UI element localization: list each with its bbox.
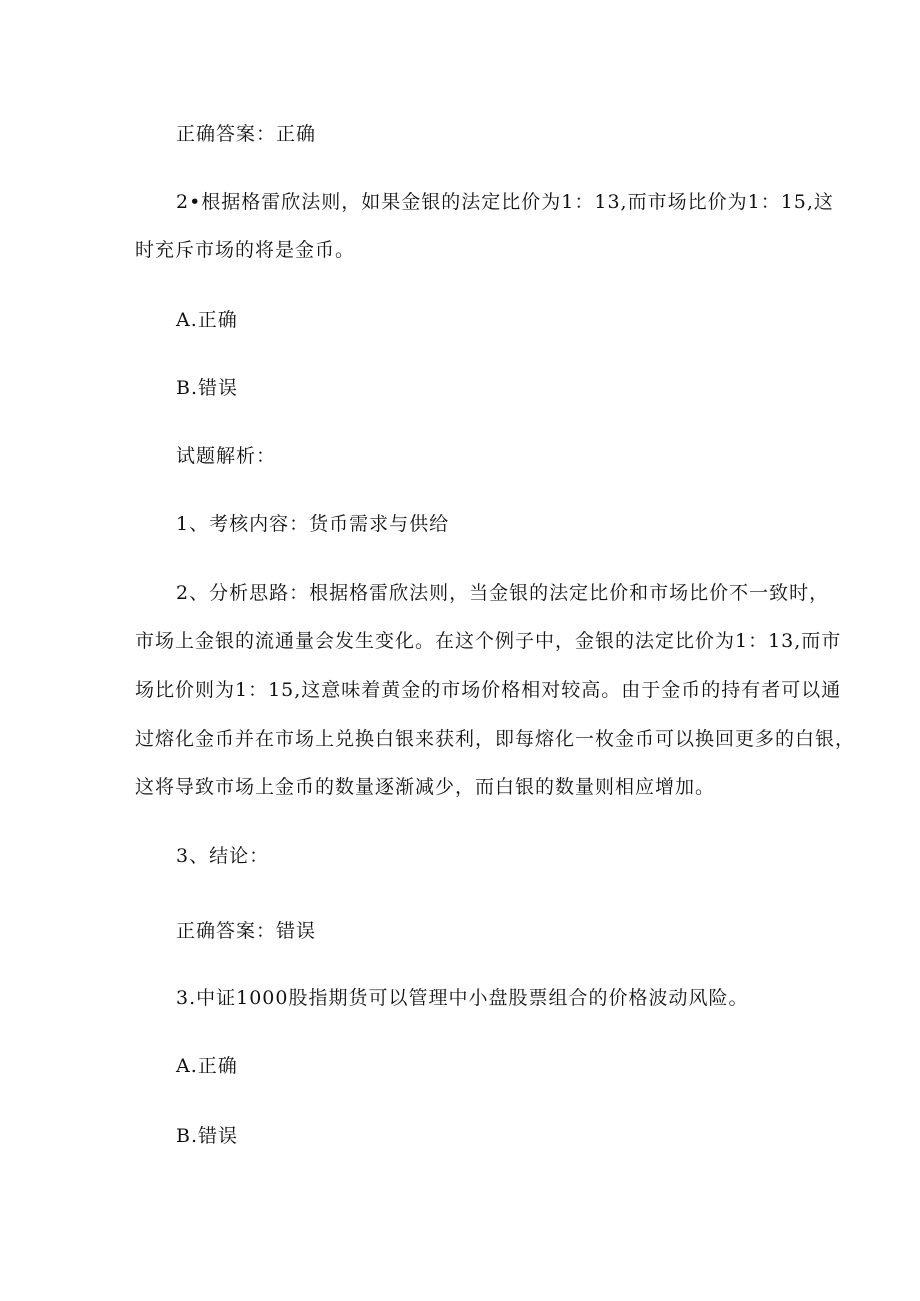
analysis-point-3: 3、结论： — [176, 845, 270, 867]
analysis-point-1: 1、考核内容：货币需求与供给 — [176, 513, 450, 535]
question-2-text-line-1: 2•根据格雷欣法则，如果金银的法定比价为1：13,而市场比价为1：15,这 — [176, 191, 834, 213]
analysis-point-2-line-1: 2、分析思路：根据格雷欣法则，当金银的法定比价和市场比价不一致时， — [176, 582, 830, 604]
question-2-option-b: B.错误 — [176, 377, 239, 399]
analysis-point-2-line-4: 过熔化金币并在市场上兑换白银来获利，即每熔化一枚金币可以换回更多的白银， — [135, 728, 856, 750]
question-2-text-line-2: 时充斥市场的将是金币。 — [135, 239, 356, 261]
answer-line: 正确答案：正确 — [176, 123, 317, 145]
question-3-text: 3.中证1000股指期货可以管理中小盘股票组合的价格波动风险。 — [176, 987, 749, 1009]
answer-line: 正确答案：错误 — [176, 920, 317, 942]
analysis-point-2-line-2: 市场上金银的流通量会发生变化。在这个例子中，金银的法定比价为1：13,而市 — [135, 630, 842, 652]
question-2-option-a: A.正确 — [176, 309, 238, 331]
question-3-option-a: A.正确 — [176, 1055, 238, 1077]
analysis-heading: 试题解析： — [176, 445, 277, 467]
analysis-point-2-line-5: 这将导致市场上金币的数量逐渐减少，而白银的数量则相应增加。 — [135, 776, 716, 798]
analysis-point-2-line-3: 场比价则为1：15,这意味着黄金的市场价格相对较高。由于金币的持有者可以通 — [135, 679, 842, 701]
question-3-option-b: B.错误 — [176, 1125, 239, 1147]
